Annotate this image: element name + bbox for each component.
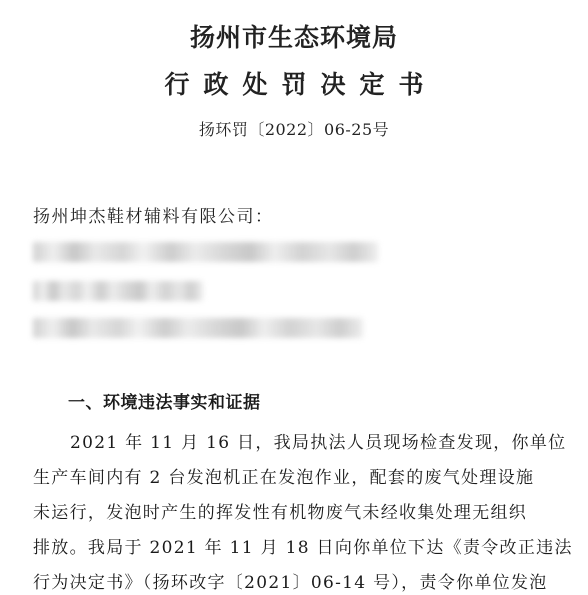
paragraph-line: 2021 年 11 月 16 日，我局执法人员现场检查发现，你单位 [70, 433, 567, 453]
document-title: 行政处罚决定书 [164, 70, 438, 99]
section-heading: 一、环境违法事实和证据 [68, 393, 261, 413]
issuing-agency: 扬州市生态环境局 [189, 23, 398, 52]
addressee: 扬州坤杰鞋材辅料有限公司： [33, 207, 274, 227]
redacted-line [33, 281, 203, 301]
paragraph-line: 行为决定书》（扬环改字〔2021〕06-14 号），责令你单位发泡 [33, 573, 548, 593]
document-number: 扬环罚〔2022〕06-25号 [198, 120, 390, 139]
paragraph-line: 生产车间内有 2 台发泡机正在发泡作业，配套的废气处理设施 [33, 468, 535, 488]
redacted-line [33, 318, 363, 338]
paragraph-line: 排放。我局于 2021 年 11 月 18 日向你单位下达《责令改正违法 [33, 538, 573, 558]
paragraph-line: 未运行，发泡时产生的挥发性有机物废气未经收集处理无组织 [33, 503, 528, 523]
redacted-line [33, 242, 378, 262]
